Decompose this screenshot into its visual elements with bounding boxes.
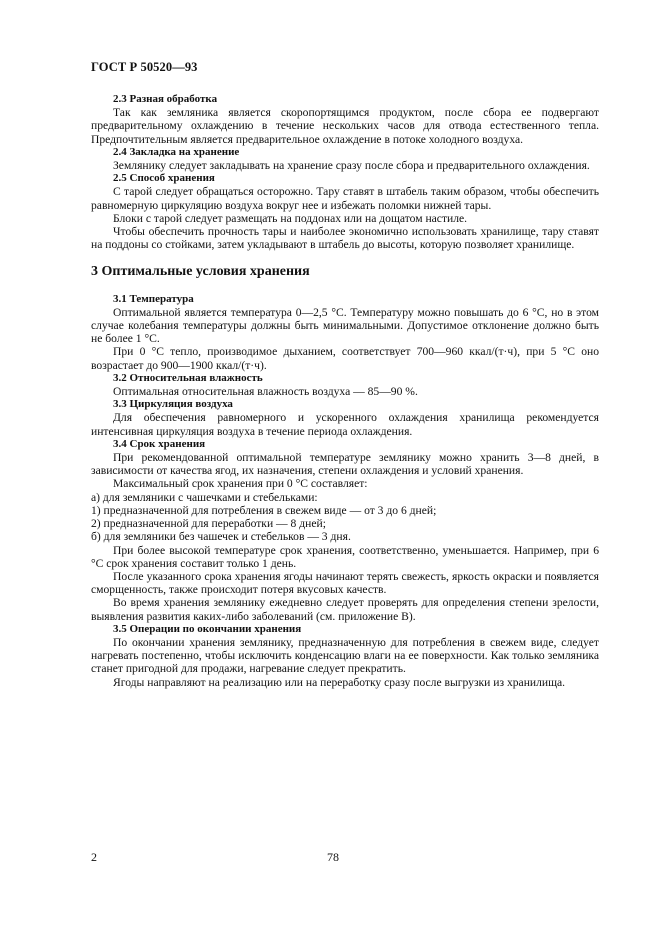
section-3-4-paragraph-2: Максимальный срок хранения при 0 °С составляет: bbox=[113, 477, 368, 491]
section-3-5-heading: 3.5 Операции по окончании хранения bbox=[113, 622, 302, 635]
section-2-4-paragraph: Землянику следует закладывать на хранение сразу после сбора и предварительного охлаждения. bbox=[113, 159, 590, 173]
section-2-5-paragraph-1: С тарой следует обращаться осторожно. Тару ставят в штабель таким образом, чтобы обеспечить равномерную циркуляцию воздуха вокруг нее и избежать поломки нижней тары. bbox=[91, 185, 599, 212]
section-3-5-paragraph-1: По окончании хранения землянику, предназначенную для потребления в свежем виде, следует нагревать постепенно, чтобы исключить конденсацию влаги на ее поверхности. Как только земляника станет пригодной для продажи, нагревание следует прекратить. bbox=[91, 635, 599, 676]
section-2-5-heading: 2.5 Способ хранения bbox=[113, 172, 215, 185]
section-2-5-paragraph-3: Чтобы обеспечить прочность тары и наиболее экономично использовать хранилище, тару ставят на поддоны со стойками, затем укладывают в штабель до высоты, которую позволяет хранилище. bbox=[91, 225, 599, 252]
section-3-4-paragraph-1: При рекомендованной оптимальной температуре землянику можно хранить 3—8 дней, в зависимости от качества ягод, их назначения, степени охлаждения и условий хранения. bbox=[91, 451, 599, 478]
list-item: 1) предназначенной для потребления в свежем виде — от 3 до 6 дней; bbox=[91, 503, 437, 517]
section-3-4-paragraph-3: При более высокой температуре срок хранения, соответственно, уменьшается. Например, при 6 °С срок хранения составит только 1 день. bbox=[91, 543, 599, 570]
section-3-3-heading: 3.3 Циркуляция воздуха bbox=[113, 398, 233, 411]
section-3-4-heading: 3.4 Срок хранения bbox=[113, 437, 206, 450]
section-3-3-paragraph: Для обеспечения равномерного и ускоренного охлаждения хранилища рекомендуется интенсивная циркуляция воздуха в течение периода охлаждения. bbox=[91, 411, 599, 438]
section-3-1-heading: 3.1 Температура bbox=[113, 292, 194, 305]
document-body bbox=[91, 93, 599, 689]
list-item: а) для земляники с чашечками и стебельками: bbox=[91, 490, 318, 504]
section-3-heading: 3 Оптимальные условия хранения bbox=[91, 264, 310, 280]
section-3-1-paragraph-1: Оптимальной является температура 0—2,5 °С. Температуру можно повышать до 6 °С, но в этом случае колебания температуры должны быть минимальными. Допустимое отклонение должно быть не более 1 °С. bbox=[91, 305, 599, 346]
section-3-1-paragraph-2: При 0 °С тепло, производимое дыханием, соответствует 700—960 ккал/(т·ч), при 5 °С оно возрастает до 900—1900 ккал/(т·ч). bbox=[91, 345, 599, 372]
page-number: 2 bbox=[91, 850, 97, 864]
section-3-2-paragraph: Оптимальная относительная влажность воздуха — 85—90 %. bbox=[113, 385, 418, 399]
storage-term-list bbox=[91, 491, 599, 544]
section-2-3-paragraph: Так как земляника является скоропортящимся продуктом, после сбора ее подвергают предварительному охлаждению в течение нескольких часов для отвода естественного тепла. Предпочтительным является предварительное охлаждение в потоке холодного воздуха. bbox=[91, 106, 599, 146]
section-3-4-paragraph-5: Во время хранения землянику ежедневно следует проверять для определения степени зрелости, выявления развития каких-либо заболеваний (см. приложение В). bbox=[91, 596, 599, 623]
list-item: 2) предназначенной для переработки — 8 дней; bbox=[91, 517, 326, 531]
section-2-4-heading: 2.4 Закладка на хранение bbox=[113, 145, 240, 158]
list-item: б) для земляники без чашечек и стебельков — 3 дня. bbox=[91, 530, 351, 544]
sheet-number: 78 bbox=[327, 850, 339, 864]
section-3-5-paragraph-2: Ягоды направляют на реализацию или на переработку сразу после выгрузки из хранилища. bbox=[113, 675, 566, 689]
section-3-4-paragraph-4: После указанного срока хранения ягоды начинают терять свежесть, яркость окраски и появляется сморщенность, также происходит потеря вкусовых качеств. bbox=[91, 569, 599, 597]
document-header: ГОСТ Р 50520—93 bbox=[91, 60, 198, 74]
section-2-5-paragraph-2: Блоки с тарой следует размещать на поддонах или на дощатом настиле. bbox=[113, 211, 468, 225]
section-2-3-heading: 2.3 Разная обработка bbox=[113, 93, 218, 105]
section-3-2-heading: 3.2 Относительная влажность bbox=[113, 371, 263, 384]
